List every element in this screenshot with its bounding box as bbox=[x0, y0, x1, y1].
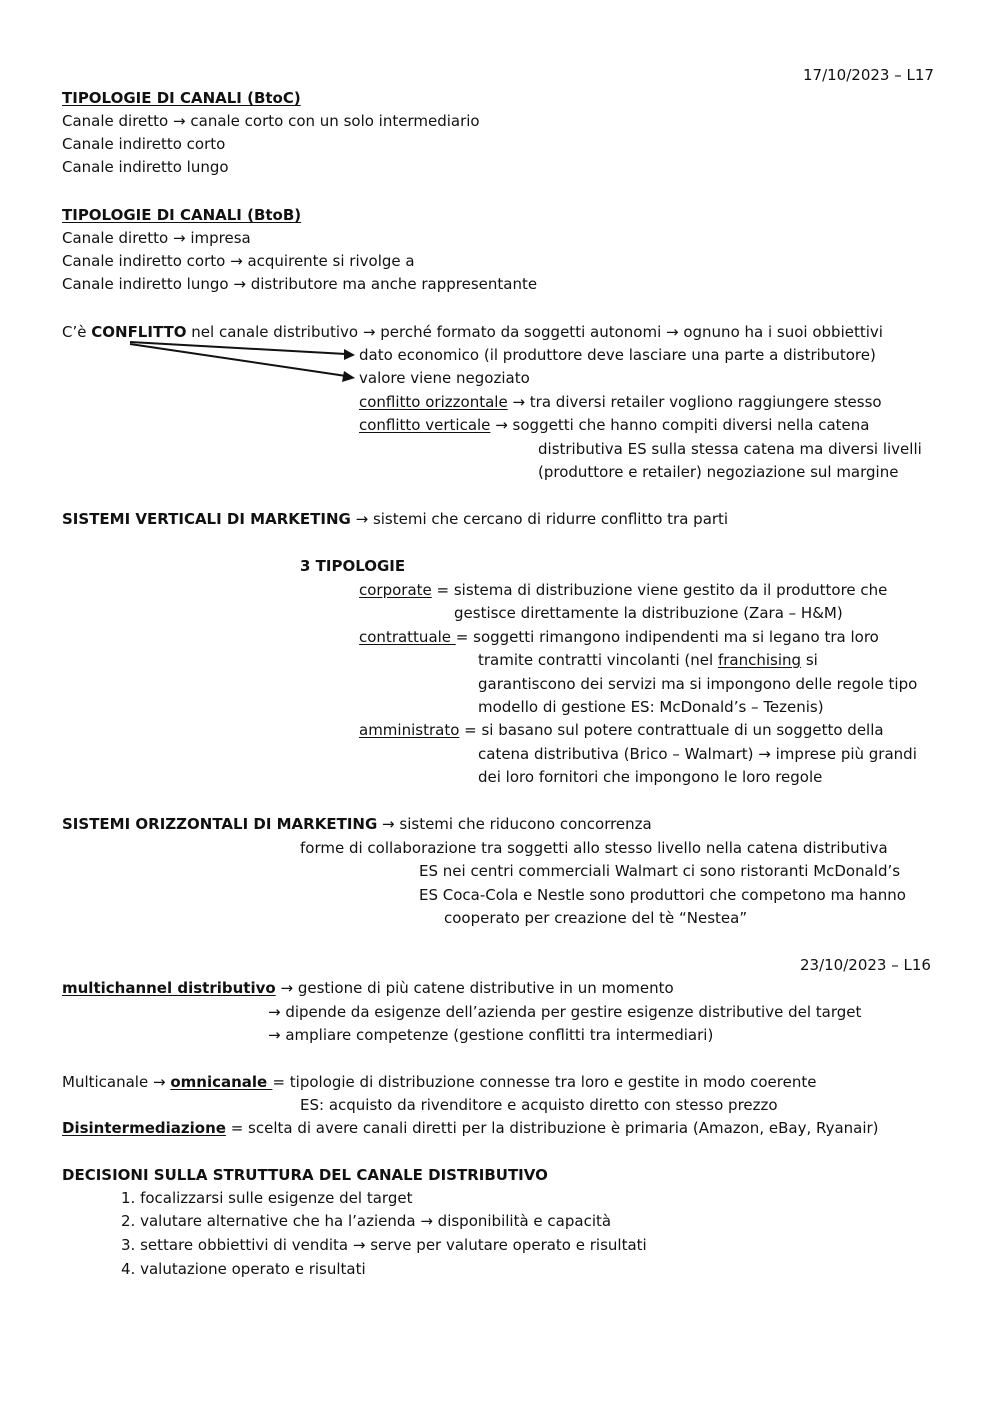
conflitto-line: C’è CONFLITTO nel canale distributivo → perché formato da soggetti autonomi → ognuno ha i suoi obbiettivi bbox=[62, 323, 883, 341]
arrow-icon: → bbox=[512, 393, 526, 411]
multichannel-line: multichannel distributivo → gestione di più catene distributive in un momento bbox=[62, 979, 674, 997]
btoc-line-1: Canale diretto → canale corto con un solo intermediario bbox=[62, 112, 480, 130]
heading-3-tipologie: 3 TIPOLOGIE bbox=[300, 557, 406, 575]
btob-line-1: Canale diretto → impresa bbox=[62, 229, 251, 247]
conflitto-orizzontale: conflitto orizzontale → tra diversi retailer vogliono raggiungere stesso bbox=[359, 393, 882, 411]
omnicanale-line: Multicanale → omnicanale = tipologie di distribuzione connesse tra loro e gestite in modo coerente bbox=[62, 1073, 817, 1091]
som-line-5: cooperato per creazione del tè “Nestea” bbox=[444, 909, 748, 927]
som-line-4: ES Coca-Cola e Nestle sono produttori che competono ma hanno bbox=[419, 886, 906, 904]
decisioni-item-2: 2. valutare alternative che ha l’azienda → disponibilità e capacità bbox=[121, 1212, 612, 1230]
date-header: 17/10/2023 – L17 bbox=[803, 66, 934, 84]
svm-contrattuale-4: modello di gestione ES: McDonald’s – Tezenis) bbox=[478, 698, 824, 716]
btob-line-3: Canale indiretto lungo → distributore ma anche rappresentante bbox=[62, 275, 538, 293]
som-line-2: forme di collaborazione tra soggetti allo stesso livello nella catena distributiva bbox=[300, 839, 888, 857]
svm-amministrato-3: dei loro fornitori che impongono le loro regole bbox=[478, 768, 823, 786]
arrow-icon: → bbox=[352, 1236, 366, 1254]
omnicanale-keyword: omnicanale bbox=[170, 1073, 273, 1091]
arrow-icon: → bbox=[382, 815, 395, 833]
btoc-line-3: Canale indiretto lungo bbox=[62, 158, 229, 176]
date-header-2: 23/10/2023 – L16 bbox=[800, 956, 931, 974]
arrow-icon: → bbox=[268, 1026, 281, 1044]
conflitto-verticale-2: distributiva ES sulla stessa catena ma diversi livelli bbox=[538, 440, 922, 458]
som-line-3: ES nei centri commerciali Walmart ci sono ristoranti McDonald’s bbox=[419, 862, 901, 880]
svm-contrattuale-2: tramite contratti vincolanti (nel franchising si bbox=[478, 651, 818, 669]
conflitto-verticale: conflitto verticale → soggetti che hanno compiti diversi nella catena bbox=[359, 416, 870, 434]
arrow-icon: → bbox=[233, 275, 246, 293]
btob-line-2: Canale indiretto corto → acquirente si rivolge a bbox=[62, 252, 415, 270]
arrow-icon: → bbox=[758, 745, 771, 763]
heading-btoc: TIPOLOGIE DI CANALI (BtoC) bbox=[62, 89, 301, 107]
svm-amministrato-2: catena distributiva (Brico – Walmart) → imprese più grandi bbox=[478, 745, 917, 763]
conflitto-branch-1: dato economico (il produttore deve lasciare una parte a distributore) bbox=[359, 346, 876, 364]
heading-multichannel: multichannel distributivo bbox=[62, 979, 276, 997]
arrow-icon: → bbox=[362, 323, 376, 341]
svm-corporate-2: gestisce direttamente la distribuzione (Zara – H&M) bbox=[454, 604, 843, 622]
omnicanale-example: ES: acquisto da rivenditore e acquisto diretto con stesso prezzo bbox=[300, 1096, 778, 1114]
arrow-icon: → bbox=[173, 112, 186, 130]
svm-amministrato: amministrato = si basano sul potere contrattuale di un soggetto della bbox=[359, 721, 884, 739]
decisioni-item-4: 4. valutazione operato e risultati bbox=[121, 1260, 366, 1278]
arrow-icon: → bbox=[666, 323, 679, 341]
decisioni-item-1: 1. focalizzarsi sulle esigenze del target bbox=[121, 1189, 413, 1207]
arrow-icon: → bbox=[280, 979, 294, 997]
som-line: SISTEMI ORIZZONTALI DI MARKETING → sistemi che riducono concorrenza bbox=[62, 815, 652, 833]
heading-btob: TIPOLOGIE DI CANALI (BtoB) bbox=[62, 206, 302, 224]
conflitto-verticale-3: (produttore e retailer) negoziazione sul margine bbox=[538, 463, 899, 481]
arrow-icon: → bbox=[420, 1212, 433, 1230]
multichannel-line-3: → ampliare competenze (gestione conflitti tra intermediari) bbox=[268, 1026, 714, 1044]
arrow-icon: → bbox=[268, 1003, 281, 1021]
arrowhead-1 bbox=[344, 349, 355, 360]
arrow-icon: → bbox=[355, 510, 369, 528]
arrow-icon: → bbox=[230, 252, 243, 270]
arrow-icon: → bbox=[173, 229, 186, 247]
svm-line: SISTEMI VERTICALI DI MARKETING → sistemi che cercano di ridurre conflitto tra parti bbox=[62, 510, 729, 528]
arrow-line-2 bbox=[130, 344, 346, 376]
heading-som: SISTEMI ORIZZONTALI DI MARKETING bbox=[62, 815, 378, 833]
svm-corporate: corporate = sistema di distribuzione viene gestito da il produttore che bbox=[359, 581, 888, 599]
decisioni-item-3: 3. settare obbiettivi di vendita → serve per valutare operato e risultati bbox=[121, 1236, 647, 1254]
arrow-icon: → bbox=[152, 1073, 166, 1091]
disintermediazione-line: Disintermediazione = scelta di avere canali diretti per la distribuzione è primaria (Amazon, eBay, Ryanair) bbox=[62, 1119, 879, 1137]
arrow-line-1 bbox=[130, 342, 346, 354]
btoc-line-2: Canale indiretto corto bbox=[62, 135, 226, 153]
heading-svm: SISTEMI VERTICALI DI MARKETING bbox=[62, 510, 351, 528]
disintermediazione-keyword: Disintermediazione bbox=[62, 1119, 226, 1137]
arrow-icon: → bbox=[495, 416, 508, 434]
svm-contrattuale-3: garantiscono dei servizi ma si impongono delle regole tipo bbox=[478, 675, 918, 693]
arrowhead-2 bbox=[342, 371, 355, 382]
heading-decisioni: DECISIONI SULLA STRUTTURA DEL CANALE DISTRIBUTIVO bbox=[62, 1166, 548, 1184]
multichannel-line-2: → dipende da esigenze dell’azienda per gestire esigenze distributive del target bbox=[268, 1003, 862, 1021]
conflitto-branch-2: valore viene negoziato bbox=[359, 369, 530, 387]
svm-contrattuale: contrattuale = soggetti rimangono indipendenti ma si legano tra loro bbox=[359, 628, 879, 646]
conflitto-keyword: CONFLITTO bbox=[91, 323, 187, 341]
